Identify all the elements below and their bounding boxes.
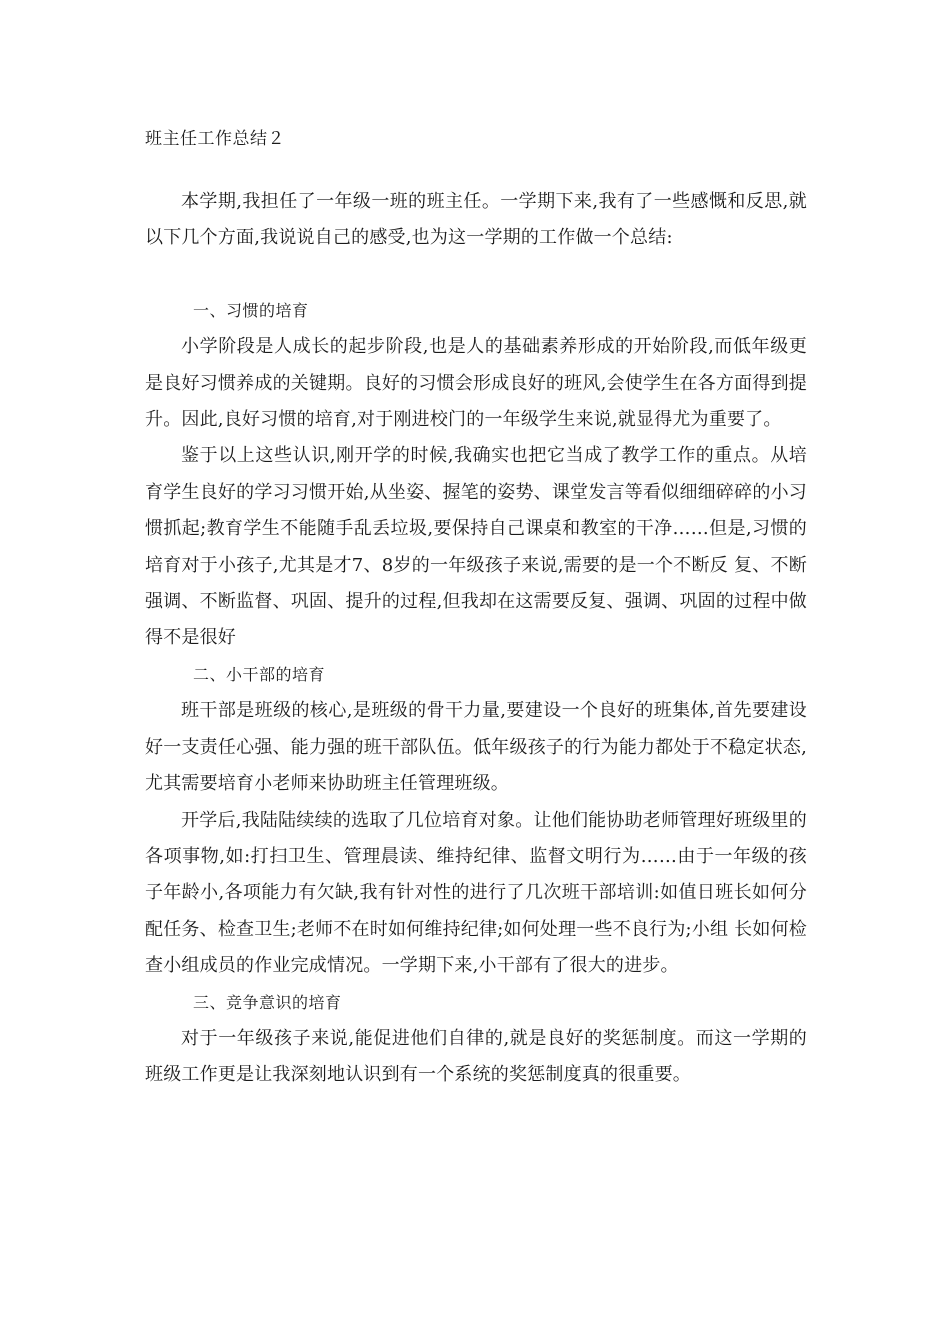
section-3-heading: 三、竞争意识的培育 [193, 992, 342, 1012]
section-2-paragraph-1: 班干部是班级的核心,是班级的骨干力量,要建设一个良好的班集体,首先要建设好一支责任心强、能力强的班干部队伍。低年级孩子的行为能力都处于不稳定状态,尤其需要培育小老师来协助班主任管理班级。 [145, 700, 807, 795]
section-1-paragraph-1: 小学阶段是人成长的起步阶段,也是人的基础素养形成的开始阶段,而低年级更是良好习惯养成的关键期。良好的习惯会形成良好的班风,会使学生在各方面得到提升。因此,良好习惯的培育,对于刚进校门的一年级学生来说,就显得尤为重要了。 [145, 336, 807, 431]
intro-paragraph: 本学期,我担任了一年级一班的班主任。一学期下来,我有了一些感慨和反思,就以下几个方面,我说说自己的感受,也为这一学期的工作做一个总结: [145, 191, 807, 249]
document-page [145, 124, 807, 1094]
document-title: 班主任工作总结２ [145, 129, 285, 149]
section-1-heading: 一、习惯的培育 [193, 300, 309, 320]
section-1-paragraph-2: 鉴于以上这些认识,刚开学的时候,我确实也把它当成了教学工作的重点。从培育学生良好的学习习惯开始,从坐姿、握笔的姿势、课堂发言等看似细细碎碎的小习 惯抓起;教育学生不能随手乱丢垃圾,要保持自己课桌和教室的干净……但是,习惯的培育对于小孩子,尤其是才7、8岁的一年级孩子来说,需要的是一个不断反 复、不断强调、不断监督、巩固、提升的过程,但我却在这需要反复、强调、巩固的过程中做得不是很好 [145, 445, 807, 649]
section-3-paragraph-1: 对于一年级孩子来说,能促进他们自律的,就是良好的奖惩制度。而这一学期的班级工作更是让我深刻地认识到有一个系统的奖惩制度真的很重要。 [145, 1027, 807, 1086]
section-2-heading: 二、小干部的培育 [193, 664, 326, 684]
section-2-paragraph-2: 开学后,我陆陆续续的选取了几位培育对象。让他们能协助老师管理好班级里的各项事物,如:打扫卫生、管理晨读、维持纪律、监督文明行为……由于一年级的孩 子年龄小,各项能力有欠缺,我有针对性的进行了几次班干部培训:如值日班长如何分配任务、检查卫生;老师不在时如何维持纪律;如何处理一些不良行为;小组 长如何检查小组成员的作业完成情况。一学期下来,小干部有了很大的进步。 [145, 809, 807, 977]
